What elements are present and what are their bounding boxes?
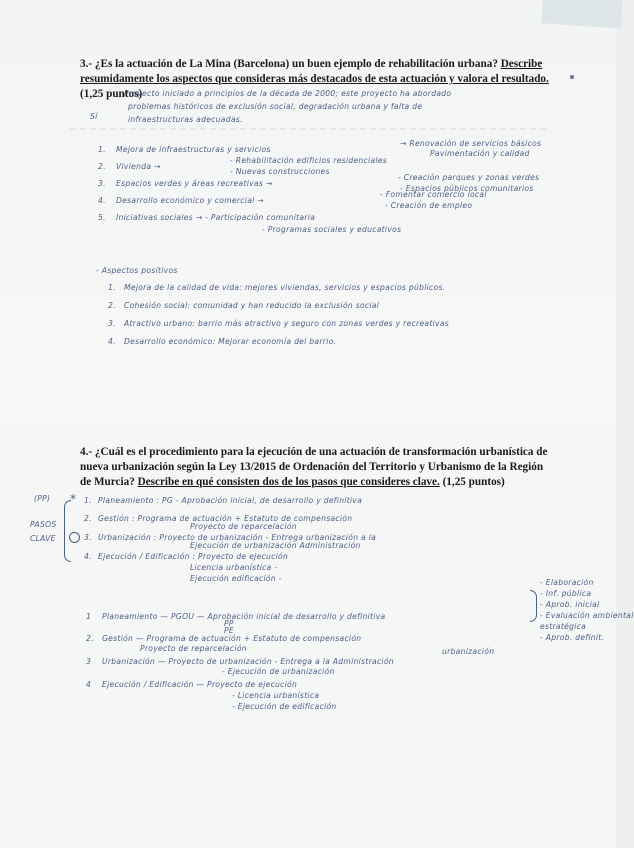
intro-line: Proyecto iniciado a principios de la década de 2000; este proyecto ha abordado: [124, 89, 452, 98]
q4-title-part: ¿Cuál es el procedimiento para la ejecución de una actuación de transformación urbanística de nueva urbanización según la Ley 13/2015 de Ordenación del Territorio y Urbanismo de la Región de Murcia?: [80, 446, 548, 488]
margin-note: - Aprob. definit.: [540, 633, 605, 642]
step-text: Ejecución edificación -: [190, 574, 282, 583]
list-number: 4.: [98, 196, 106, 205]
step-text: - Ejecución de urbanización: [222, 667, 335, 676]
side-label-pp: (PP): [34, 494, 51, 503]
margin-note: estratégica: [540, 622, 587, 631]
answer-label: Sí: [90, 112, 98, 121]
margin-annotation: urbanización: [442, 647, 495, 656]
ink-dot: [570, 75, 574, 79]
positive-number: 1.: [108, 283, 116, 292]
list-number: 2.: [98, 162, 106, 171]
list-number: 3.: [98, 179, 106, 188]
step-text: Planeamiento : PG - Aprobación inicial, de desarrollo y definitiva: [98, 496, 363, 505]
step-number: 1: [86, 612, 92, 621]
list-detail: - Espacios públicos comunitarios: [400, 184, 534, 193]
intro-line: infraestructuras adecuadas.: [128, 115, 243, 124]
list-detail: - Fomentar comercio local: [380, 190, 487, 199]
step-text: Licencia urbanística -: [190, 563, 278, 572]
step-text: PP: [224, 619, 234, 628]
positive-number: 4.: [108, 337, 116, 346]
positive-text: Mejora de la calidad de vida: mejores viviendas, servicios y espacios públicos.: [124, 283, 446, 292]
q4-title-part: Describe en qué consisten dos de los pasos que consideres clave.: [137, 476, 440, 488]
step-number: 4: [86, 680, 92, 689]
star-mark: *: [70, 492, 77, 506]
circled-mark: [69, 532, 80, 543]
list-text: Mejora de infraestructuras y servicios: [116, 145, 271, 154]
q3-title-part: Describe resumidamente los aspectos que consideras más destacados de esta actuación y valora el resultado.: [80, 58, 549, 85]
step-text: Planeamiento — PGOU — Aprobación inicial de desarrollo y definitiva: [102, 612, 386, 621]
list-number: 5.: [98, 213, 106, 222]
step-text: - Licencia urbanística: [232, 691, 320, 700]
step-text: Ejecución / Edificación — Proyecto de ejecución: [102, 680, 298, 689]
step-text: PE: [224, 626, 234, 635]
margin-note: - Evaluación ambiental: [540, 611, 634, 620]
intro-line: problemas históricos de exclusión social, degradación urbana y falta de: [128, 102, 423, 111]
page-corner-shadow: [541, 0, 623, 29]
step-number: 4.: [84, 552, 92, 561]
positive-number: 3.: [108, 319, 116, 328]
step-text: Urbanización : Proyecto de urbanización - Entrega urbanización a la: [98, 533, 377, 542]
positive-text: Desarrollo económico: Mejorar economía del barrio.: [124, 337, 337, 346]
side-label-clave: CLAVE: [30, 534, 56, 543]
q3-title-part: ¿Es la actuación de La Mina (Barcelona) un buen ejemplo de rehabilitación urbana?: [94, 58, 498, 70]
question-4-heading: [80, 445, 550, 490]
step-text: - Ejecución de edificación: [232, 702, 337, 711]
step-text: Urbanización — Proyecto de urbanización - Entrega a la Administración: [102, 657, 394, 666]
positive-text: Cohesión social: comunidad y han reducido la exclusión social: [124, 301, 380, 310]
margin-bracket: [530, 590, 537, 622]
margin-note: - Elaboración: [540, 578, 594, 587]
step-text: Proyecto de reparcelación: [140, 644, 247, 653]
list-detail: - Creación de empleo: [385, 201, 473, 210]
bleed-through-marks: [70, 128, 550, 130]
step-text: Gestión — Programa de actuación + Estatuto de compensación: [102, 634, 362, 643]
q4-title-part: 4.-: [80, 446, 95, 458]
margin-note: - Aprob. inicial: [540, 600, 600, 609]
side-bracket: [64, 500, 71, 562]
q3-title-part: 3.-: [80, 58, 95, 70]
list-detail: - Rehabilitación edificios residenciales: [230, 156, 388, 165]
list-text: Espacios verdes y áreas recreativas →: [116, 179, 273, 188]
step-text: Ejecución / Edificación : Proyecto de ejecución: [98, 552, 289, 561]
positives-heading: - Aspectos positivos: [96, 266, 178, 275]
step-text: Gestión : Programa de actuación + Estatuto de compensación: [98, 514, 353, 523]
list-text: Desarrollo económico y comercial →: [116, 196, 264, 205]
positive-text: Atractivo urbano: barrio más atractivo y seguro con zonas verdes y recreativas: [124, 319, 450, 328]
step-number: 3: [86, 657, 92, 666]
margin-note: - Inf. pública: [540, 589, 592, 598]
q3-title-part: (1,25 puntos): [80, 88, 143, 100]
step-number: 2.: [86, 634, 94, 643]
step-number: 1.: [84, 496, 92, 505]
positive-number: 2.: [108, 301, 116, 310]
step-number: 3.: [84, 533, 92, 542]
list-detail: - Nuevas construcciones: [230, 167, 330, 176]
q4-title-part: (1,25 puntos): [439, 476, 505, 488]
list-detail: → Renovación de servicios básicos: [400, 139, 542, 148]
step-text: Ejecución de urbanización Administración: [190, 541, 361, 550]
list-text: Vivienda →: [116, 162, 161, 171]
list-detail: - Creación parques y zonas verdes: [398, 173, 540, 182]
step-text: Proyecto de reparcelación: [190, 522, 297, 531]
list-detail: Pavimentación y calidad: [430, 149, 530, 158]
list-detail: - Programas sociales y educativos: [262, 225, 402, 234]
step-number: 2.: [84, 514, 92, 523]
list-number: 1.: [98, 145, 106, 154]
side-label-pasos: PASOS: [30, 520, 57, 529]
list-text: Iniciativas sociales → - Participación comunitaria: [116, 213, 316, 222]
